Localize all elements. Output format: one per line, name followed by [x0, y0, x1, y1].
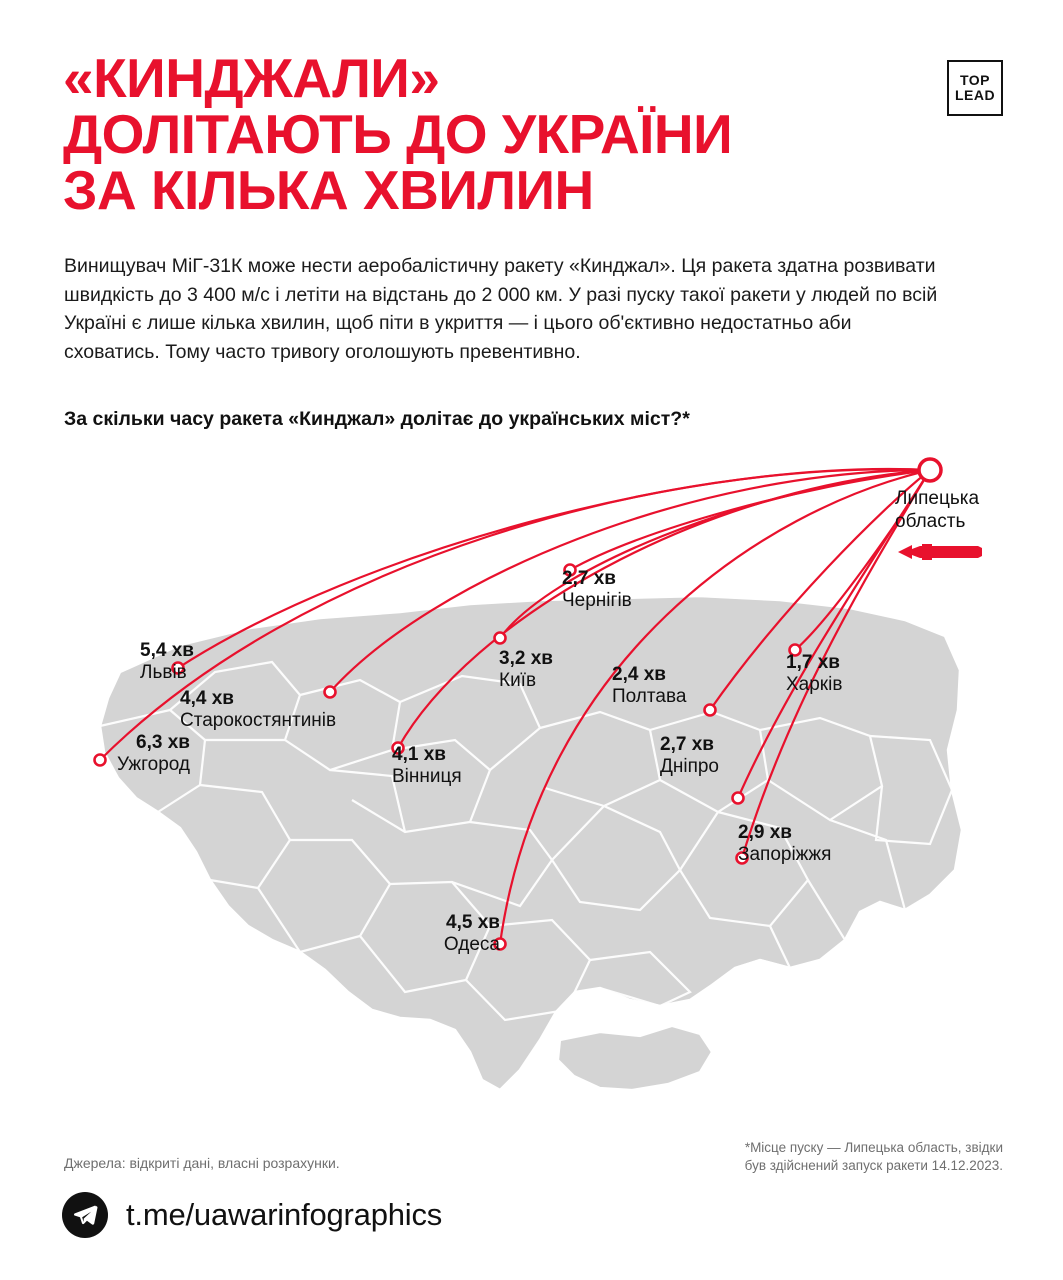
title-line-1: «КИНДЖАЛИ» [63, 47, 440, 109]
title-line-3: ЗА КІЛЬКА ХВИЛИН [63, 159, 594, 222]
footnote [583, 1139, 1003, 1175]
city-label-odesa [300, 912, 500, 957]
city-time-lviv: 5,4 хв [140, 640, 194, 661]
city-name-zaporizhzhia: Запоріжжя [738, 844, 832, 866]
logo-top-text: TOP [959, 71, 991, 88]
origin-marker [919, 459, 941, 481]
city-name-lviv: Львів [140, 662, 187, 684]
intro-paragraph [64, 252, 944, 367]
city-label-lviv [140, 640, 194, 685]
marker-kyiv [495, 633, 506, 644]
city-label-starokostiantyniv [180, 688, 336, 733]
city-time-odesa: 4,5 хв [446, 912, 500, 933]
telegram-handle[interactable]: t.me/uawarinfographics [126, 1197, 443, 1232]
section-subtitle: За скільки часу ракета «Кинджал» долітає до українських міст?* [64, 408, 690, 430]
city-label-poltava [612, 664, 686, 709]
city-label-kharkiv [786, 652, 842, 697]
city-name-poltava: Полтава [612, 686, 687, 708]
toplead-logo [947, 60, 1003, 116]
city-label-chernihiv [562, 568, 632, 613]
city-label-vinnytsia [392, 744, 462, 789]
city-label-uzhhorod [0, 732, 190, 777]
city-name-odesa: Одеса [443, 934, 500, 956]
city-label-kyiv [499, 648, 553, 693]
city-time-poltava: 2,4 хв [612, 664, 666, 685]
city-time-chernihiv: 2,7 хв [562, 568, 616, 589]
title-line-2: ДОЛІТАЮТЬ ДО УКРАЇНИ [63, 103, 733, 166]
city-time-dnipro: 2,7 хв [660, 734, 714, 755]
origin-name-line-2: область [895, 510, 966, 532]
city-time-vinnytsia: 4,1 хв [392, 744, 446, 765]
city-name-starokostiantyniv: Старокостянтинів [180, 710, 337, 732]
city-time-kyiv: 3,2 хв [499, 648, 553, 669]
missile-icon [898, 544, 982, 560]
city-name-vinnytsia: Вінниця [392, 766, 462, 788]
city-label-dnipro [660, 734, 719, 779]
footnote-line-1: *Місце пуску — Липецька область, звідки [744, 1140, 1003, 1155]
city-label-zaporizhzhia [738, 822, 831, 867]
city-name-dnipro: Дніпро [660, 756, 720, 778]
city-name-uzhhorod: Ужгород [116, 754, 190, 776]
marker-dnipro [733, 793, 744, 804]
marker-poltava [705, 705, 716, 716]
city-time-kharkiv: 1,7 хв [786, 652, 840, 673]
city-time-zaporizhzhia: 2,9 хв [738, 822, 792, 843]
footnote-line-2: був здійснений запуск ракети 14.12.2023. [744, 1158, 1003, 1174]
city-name-chernihiv: Чернігів [562, 590, 632, 612]
city-time-starokostiantyniv: 4,4 хв [180, 688, 234, 709]
logo-bottom-text: LEAD [954, 87, 996, 103]
telegram-row[interactable] [62, 1192, 442, 1238]
telegram-icon [62, 1192, 108, 1238]
map-container [0, 440, 1063, 1140]
sources-note: Джерела: відкриті дані, власні розрахунки. [64, 1155, 340, 1171]
origin-label [895, 488, 979, 534]
intro-text: Винищувач МіГ-31К може нести аеробалістичну ракету «Кинджал». Ця ракета здатна розвивати швидкість до 3 400 м/с і летіти на відстань до 2 000 км. У разі пуску такої ракети у людей по всій Україні є лише кілька хвилин, щоб піти в укриття — і цього об'єктивно недостатньо аби сховатись. Тому часто тривогу оголошують превентивно. [64, 255, 938, 363]
city-name-kharkiv: Харків [786, 674, 843, 696]
page-title [63, 47, 943, 222]
city-name-kyiv: Київ [499, 670, 537, 692]
city-time-uzhhorod: 6,3 хв [136, 732, 190, 753]
origin-name-line-1: Липецька [895, 488, 980, 509]
